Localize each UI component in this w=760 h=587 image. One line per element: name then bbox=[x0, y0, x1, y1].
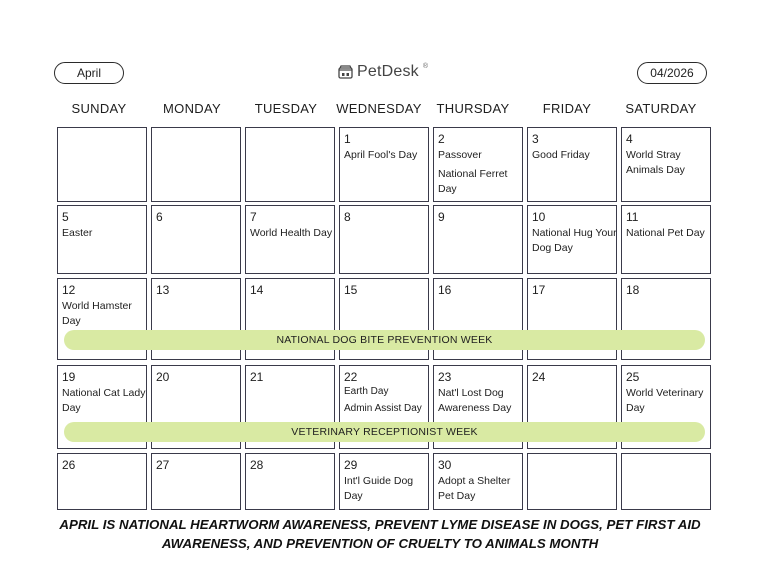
logo-text: PetDesk bbox=[357, 63, 419, 80]
event-label: Easter bbox=[62, 227, 93, 239]
day-number: 29 bbox=[344, 458, 358, 472]
day-number: 21 bbox=[250, 370, 264, 384]
date-label: 04/2026 bbox=[637, 62, 707, 84]
day-number: 7 bbox=[250, 210, 257, 224]
day-number: 2 bbox=[438, 132, 445, 146]
day-number: 26 bbox=[62, 458, 76, 472]
day-number: 27 bbox=[156, 458, 170, 472]
event-label: Nat'l Lost Dog Awareness Day bbox=[438, 387, 512, 414]
day-cell-5 bbox=[57, 205, 147, 274]
day-cell-empty bbox=[245, 127, 335, 202]
day-cell-empty bbox=[151, 127, 241, 202]
awareness-month-footer: APRIL IS NATIONAL HEARTWORM AWARENESS, PREVENT LYME DISEASE IN DOGS, PET FIRST AID AWARENESS, AND PREVENTION OF CRUELTY TO ANIMALS MONTH bbox=[59, 517, 701, 551]
day-number: 16 bbox=[438, 283, 452, 297]
day-number: 4 bbox=[626, 132, 633, 146]
event-label: National Ferret Day bbox=[438, 168, 508, 195]
event-label: Good Friday bbox=[532, 149, 590, 161]
day-number: 20 bbox=[156, 370, 170, 384]
day-number: 25 bbox=[626, 370, 640, 384]
weekday-friday: FRIDAY bbox=[542, 101, 592, 116]
day-number: 8 bbox=[344, 210, 351, 224]
event-label: Passover bbox=[438, 149, 482, 161]
day-number: 12 bbox=[62, 283, 76, 297]
day-cell-4 bbox=[621, 127, 711, 202]
day-number: 17 bbox=[532, 283, 546, 297]
day-number: 30 bbox=[438, 458, 452, 472]
day-cell-30 bbox=[433, 453, 523, 510]
day-number: 22 bbox=[344, 370, 358, 384]
weekday-sunday: SUNDAY bbox=[71, 101, 127, 116]
event-label: National Hug Your Dog Day bbox=[532, 227, 617, 254]
weekday-monday: MONDAY bbox=[163, 101, 221, 116]
day-number: 15 bbox=[344, 283, 358, 297]
day-cell-28 bbox=[245, 453, 335, 510]
week-banner-dog-bite-prevention: NATIONAL DOG BITE PREVENTION WEEK bbox=[64, 330, 705, 350]
day-number: 5 bbox=[62, 210, 69, 224]
event-label: April Fool's Day bbox=[344, 149, 418, 161]
day-number: 19 bbox=[62, 370, 76, 384]
day-number: 24 bbox=[532, 370, 546, 384]
day-number: 6 bbox=[156, 210, 163, 224]
day-cell-9 bbox=[433, 205, 523, 274]
day-cell-7 bbox=[245, 205, 335, 274]
petdesk-logo bbox=[338, 61, 428, 83]
storefront-icon bbox=[338, 65, 353, 79]
day-number: 23 bbox=[438, 370, 452, 384]
weekday-thursday: THURSDAY bbox=[436, 101, 510, 116]
day-cell-empty bbox=[621, 453, 711, 510]
weekday-tuesday: TUESDAY bbox=[254, 101, 318, 116]
day-cell-10 bbox=[527, 205, 617, 274]
day-number: 28 bbox=[250, 458, 264, 472]
weekday-saturday: SATURDAY bbox=[625, 101, 697, 116]
registered-mark: ® bbox=[422, 63, 429, 70]
day-number: 18 bbox=[626, 283, 640, 297]
weekday-wednesday: WEDNESDAY bbox=[336, 101, 422, 116]
day-number: 13 bbox=[156, 283, 170, 297]
day-number: 10 bbox=[532, 210, 546, 224]
event-label: Admin Assist Day bbox=[344, 403, 422, 414]
day-cell-8 bbox=[339, 205, 429, 274]
day-number: 9 bbox=[438, 210, 445, 224]
day-cell-empty bbox=[527, 453, 617, 510]
day-number: 14 bbox=[250, 283, 264, 297]
day-cell-26 bbox=[57, 453, 147, 510]
day-number: 11 bbox=[626, 210, 639, 224]
day-number: 1 bbox=[344, 132, 351, 146]
event-label: Earth Day bbox=[344, 386, 389, 397]
day-cell-1 bbox=[339, 127, 429, 202]
day-cell-6 bbox=[151, 205, 241, 274]
day-number: 3 bbox=[532, 132, 539, 146]
event-label: World Health Day bbox=[250, 227, 333, 239]
event-label: National Cat Lady Day bbox=[62, 387, 146, 414]
event-label: National Pet Day bbox=[626, 227, 705, 239]
day-cell-27 bbox=[151, 453, 241, 510]
event-label: World Stray Animals Day bbox=[626, 149, 685, 176]
day-cell-2 bbox=[433, 127, 523, 202]
day-cell-29 bbox=[339, 453, 429, 510]
month-label: April bbox=[54, 62, 124, 84]
day-cell-11 bbox=[621, 205, 711, 274]
day-cell-empty bbox=[57, 127, 147, 202]
week-banner-veterinary-receptionist: VETERINARY RECEPTIONIST WEEK bbox=[64, 422, 705, 442]
day-cell-3 bbox=[527, 127, 617, 202]
event-label: Int'l Guide Dog Day bbox=[344, 475, 414, 502]
event-label: World Veterinary Day bbox=[626, 387, 704, 414]
event-label: Adopt a Shelter Pet Day bbox=[438, 475, 511, 502]
event-label: World Hamster Day bbox=[62, 300, 132, 327]
